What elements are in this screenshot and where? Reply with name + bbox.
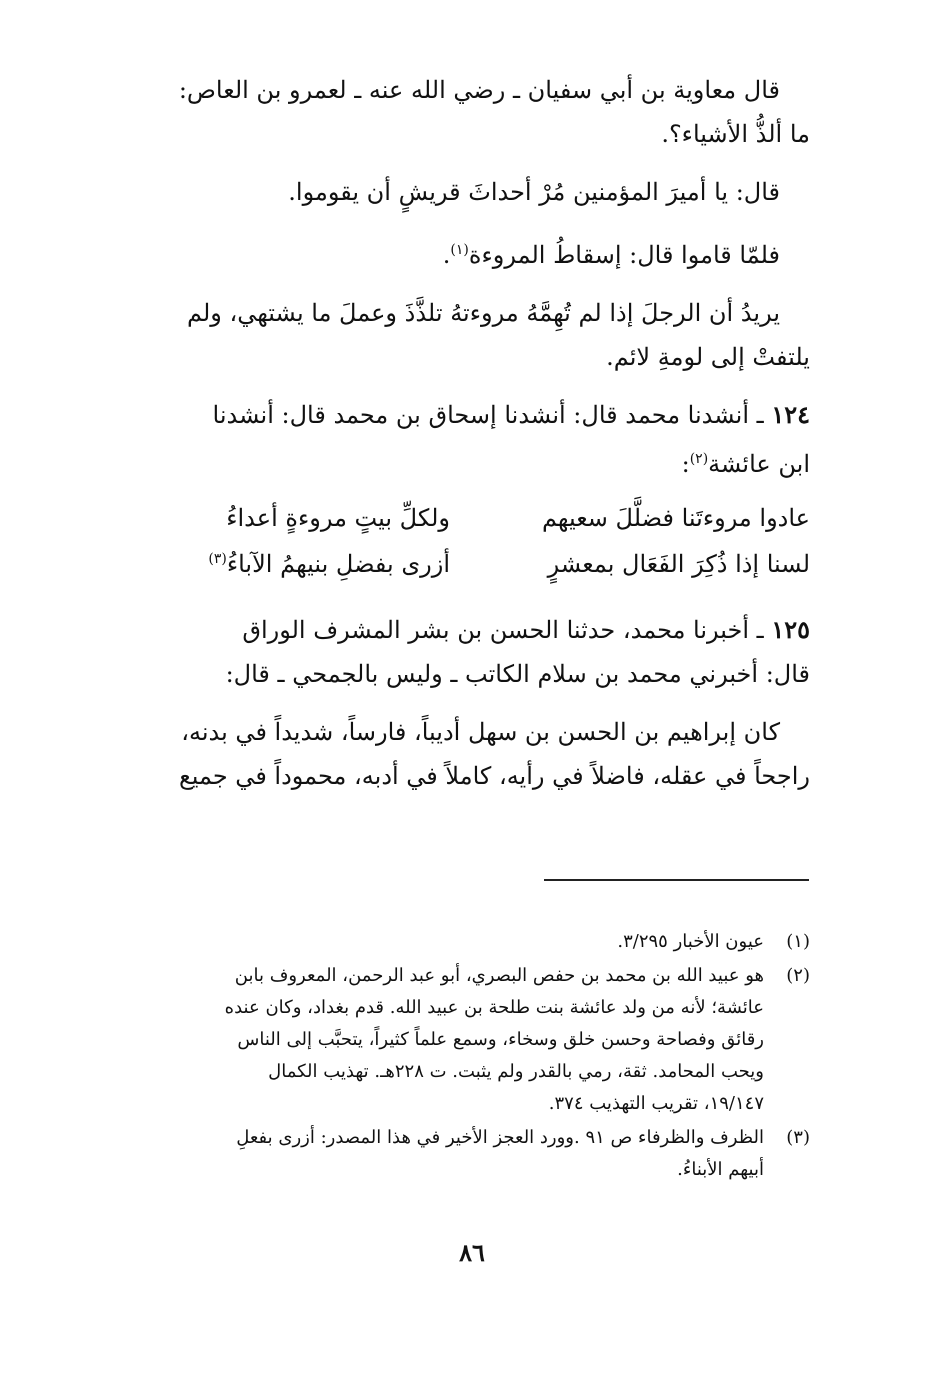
- text-line: يريدُ أن الرجلَ إذا لم تُهِمَّهُ مروءتهُ تلذَّذَ وعملَ ما يشتهي، ولم: [186, 299, 780, 327]
- text-line: [110, 437, 810, 486]
- poem-verse-2: [110, 550, 810, 594]
- footnote-body: [110, 960, 764, 1120]
- text-span: :: [681, 450, 690, 478]
- footnote-line: الظرف والظرفاء ص ٩١ .وورد العجز الأخير في هذا المصدر: أزرى بفعلِ: [236, 1127, 764, 1148]
- footnote-marker: (١): [786, 931, 810, 952]
- footnote-line: عائشة؛ لأنه من ولد عائشة بنت طلحة بن عبيد الله. قدم بغداد، وكان عنده: [224, 997, 764, 1018]
- footnote-line: أبيهم الأبناءُ.: [677, 1159, 764, 1180]
- footnote-separator: [544, 879, 809, 881]
- text-line: ما ألذُّ الأشياء؟.: [661, 120, 810, 148]
- text-line: قال: يا أميرَ المؤمنين مُرْ أحداثَ قريشٍ أن يقوموا.: [288, 178, 780, 206]
- poem-hemistich: ولكلِّ بيتٍ مروءةٍ أعداءُ: [226, 504, 450, 532]
- text-line: [110, 608, 810, 652]
- poem-hemistich: [110, 550, 450, 578]
- footnote-ref-1: (١): [450, 242, 469, 258]
- section-124: [110, 393, 810, 486]
- footnote-marker: (٣): [786, 1127, 810, 1148]
- text-span: ـ أنشدنا محمد قال: أنشدنا إسحاق بن محمد قال: أنشدنا: [212, 401, 772, 429]
- paragraph-muawiya-question: [110, 68, 810, 156]
- footnote-1: [110, 926, 810, 958]
- footnote-body: [110, 1122, 764, 1186]
- poem: [110, 504, 810, 600]
- footnotes: [110, 926, 810, 1188]
- footnote-line: ١٩/١٤٧، تقريب التهذيب ٣٧٤.: [548, 1093, 764, 1114]
- paragraph-answer-after-leaving: [110, 228, 810, 277]
- poem-hemistich: لسنا إذا ذُكِرَ الفَعَال بمعشرٍ: [547, 550, 810, 578]
- footnote-marker: (٢): [786, 965, 810, 986]
- text-line: قال معاوية بن أبي سفيان ـ رضي الله عنه ـ لعمرو بن العاص:: [178, 76, 780, 104]
- text-span: ابن عائشة: [708, 450, 810, 478]
- paragraph-explanation: [110, 291, 810, 379]
- text-line: قال: أخبرني محمد بن سلام الكاتب ـ وليس بالجمحي ـ قال:: [225, 660, 810, 688]
- footnote-body: [110, 926, 764, 958]
- footnote-3: [110, 1122, 810, 1186]
- footnote-line: رقائق وفصاحة وحسن خلق وسخاء، وسمع علماً كثيراً، يتحبَّب إلى الناس: [237, 1029, 764, 1050]
- paragraph-ibrahim: [110, 710, 810, 798]
- paragraph-amr-answer: [110, 170, 810, 214]
- text-line: يلتفتْ إلى لومةِ لائم.: [606, 343, 810, 371]
- poem-verse-1: [110, 504, 810, 548]
- section-number: ١٢٥: [771, 615, 810, 644]
- text-span: أزرى بفضلِ بنيهمُ الآباءُ: [226, 550, 450, 578]
- main-text: [110, 68, 810, 798]
- text-span: ـ أخبرنا محمد، حدثنا الحسن بن بشر المشرف الوراق: [242, 616, 772, 644]
- section-125: [110, 608, 810, 696]
- text-line: [110, 228, 810, 277]
- text-span: .: [442, 241, 451, 269]
- footnote-line: ويحب المحامد. ثقة، رمي بالقدر ولم يثبت. ت ٢٢٨هـ. تهذيب الكمال: [268, 1061, 764, 1082]
- footnote-2: [110, 960, 810, 1120]
- text-span: فلمّا قاموا قال: إسقاطُ المروءة: [468, 241, 780, 269]
- footnote-line: عيون الأخبار ٣/٢٩٥.: [617, 931, 764, 952]
- page-number: ٨٦: [459, 1238, 485, 1267]
- footnote-ref-2: (٢): [689, 451, 709, 467]
- footnote-line: هو عبيد الله بن محمد بن حفص البصري، أبو عبد الرحمن، المعروف بابن: [234, 965, 764, 986]
- section-number: ١٢٤: [771, 400, 810, 429]
- footnote-ref-3: (٣): [208, 551, 227, 567]
- text-line: [110, 393, 810, 437]
- text-line: راجحاً في عقله، فاضلاً في رأيه، كاملاً في أدبه، محموداً في جميع: [178, 762, 810, 790]
- text-line: كان إبراهيم بن الحسن بن سهل أديباً، فارساً، شديداً في بدنه،: [181, 718, 780, 746]
- poem-hemistich: عادوا مروءتَنا فضلَّلَ سعيهم: [541, 504, 810, 532]
